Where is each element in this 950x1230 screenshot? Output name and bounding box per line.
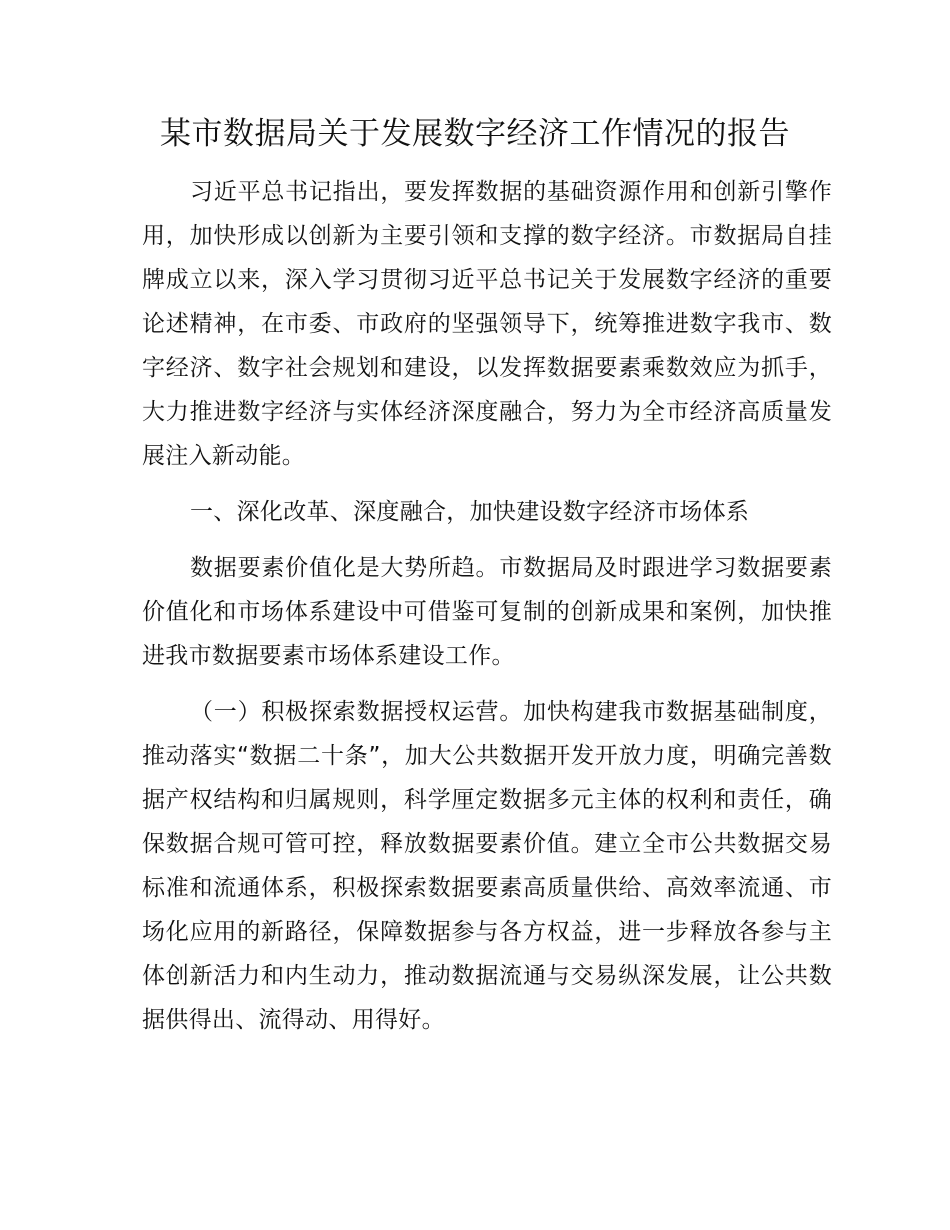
section-heading-1: 一、深化改革、深度融合，加快建设数字经济市场体系 [190,499,750,525]
subsection-1-paragraph: （一）积极探索数据授权运营。加快构建我市数据基础制度，推动落实“数据二十条”，加大公共数据开发开放力度，明确完善数据产权结构和归属规则，科学厘定数据多元主体的权利和责任，确保数据合规可管可控，释放数据要素价值。建立全市公共数据交易标准和流通体系，积极探索数据要素高质量供给、高效率流通、市场化应用的新路径，保障数据参与各方权益，进一步释放各参与主体创新活力和内生动力，推动数据流通与交易纵深发展，让公共数据供得出、流得动、用得好。 [142,699,832,1033]
document-title: 某市数据局关于发展数字经济工作情况的报告 [160,116,790,152]
document-body [142,170,832,1042]
section-1-paragraph: 数据要素价值化是大势所趋。市数据局及时跟进学习数据要素价值化和市场体系建设中可借鉴可复制的创新成果和案例，加快推进我市数据要素市场体系建设工作。 [142,555,832,669]
intro-paragraph: 习近平总书记指出，要发挥数据的基础资源作用和创新引擎作用，加快形成以创新为主要引领和支撑的数字经济。市数据局自挂牌成立以来，深入学习贯彻习近平总书记关于发展数字经济的重要论述精神，在市委、市政府的坚强领导下，统筹推进数字我市、数字经济、数字社会规划和建设，以发挥数据要素乘数效应为抓手，大力推进数字经济与实体经济深度融合，努力为全市经济高质量发展注入新动能。 [142,179,832,469]
